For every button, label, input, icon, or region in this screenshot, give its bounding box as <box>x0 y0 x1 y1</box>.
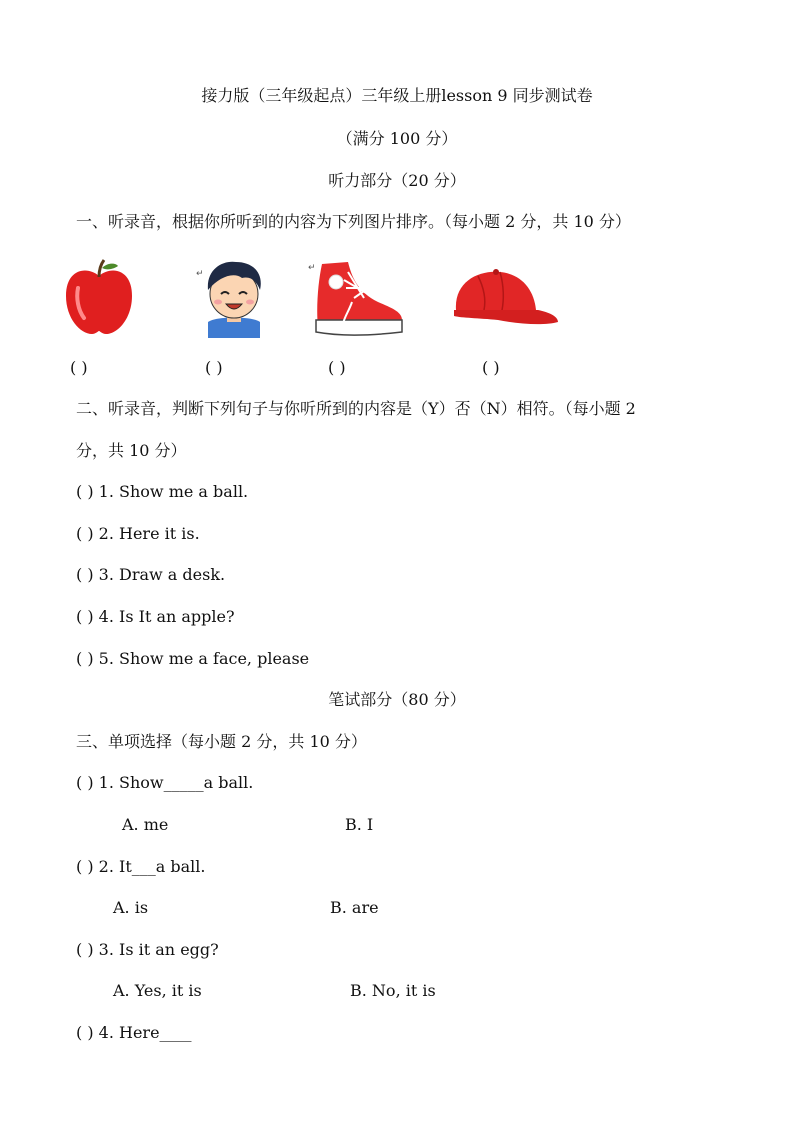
q3-option-a: A. Yes, it is <box>113 981 202 1000</box>
q2-item: ( ) 2. Here it is. <box>76 524 200 543</box>
apple-icon <box>58 258 140 338</box>
q3-question: ( ) 4. Here____ <box>76 1023 192 1042</box>
q3-question: ( ) 2. It___a ball. <box>76 857 206 876</box>
q2-title-line2: 分，共 10 分） <box>76 441 187 460</box>
q2-item: ( ) 3. Draw a desk. <box>76 565 226 584</box>
q1-answer-bracket[interactable]: ( ) <box>70 358 88 377</box>
sneaker-icon <box>308 258 408 338</box>
q3-question: ( ) 3. Is it an egg? <box>76 940 219 959</box>
q3-option-a: A. me <box>122 815 169 834</box>
q3-option-b: B. are <box>330 898 379 917</box>
q1-answer-bracket[interactable]: ( ) <box>482 358 500 377</box>
listening-heading: 听力部分（20 分） <box>328 171 466 190</box>
cap-icon <box>448 266 560 330</box>
writing-heading: 笔试部分（80 分） <box>328 690 466 709</box>
q2-title-line1: 二、听录音，判断下列句子与你听所到的内容是（Y）否（N）相符。（每小题 2 <box>76 399 636 418</box>
q2-item: ( ) 5. Show me a face, please <box>76 649 310 668</box>
svg-text:↵: ↵ <box>196 269 204 279</box>
q3-question: ( ) 1. Show_____a ball. <box>76 773 254 792</box>
q3-title: 三、单项选择（每小题 2 分，共 10 分） <box>76 732 367 751</box>
svg-text:↵: ↵ <box>308 263 316 273</box>
q3-option-b: B. I <box>345 815 374 834</box>
q2-item: ( ) 4. Is It an apple? <box>76 607 235 626</box>
q1-title: 一、听录音，根据你所听到的内容为下列图片排序。（每小题 2 分，共 10 分） <box>76 212 631 231</box>
q2-item: ( ) 1. Show me a ball. <box>76 482 249 501</box>
q3-option-b: B. No, it is <box>350 981 436 1000</box>
q1-answer-bracket[interactable]: ( ) <box>328 358 346 377</box>
boy-face-icon <box>194 254 274 340</box>
page-title: 接力版（三年级起点）三年级上册lesson 9 同步测试卷 <box>201 86 593 105</box>
q1-answer-bracket[interactable]: ( ) <box>205 358 223 377</box>
full-score: （满分 100 分） <box>336 129 458 148</box>
q3-option-a: A. is <box>113 898 149 917</box>
